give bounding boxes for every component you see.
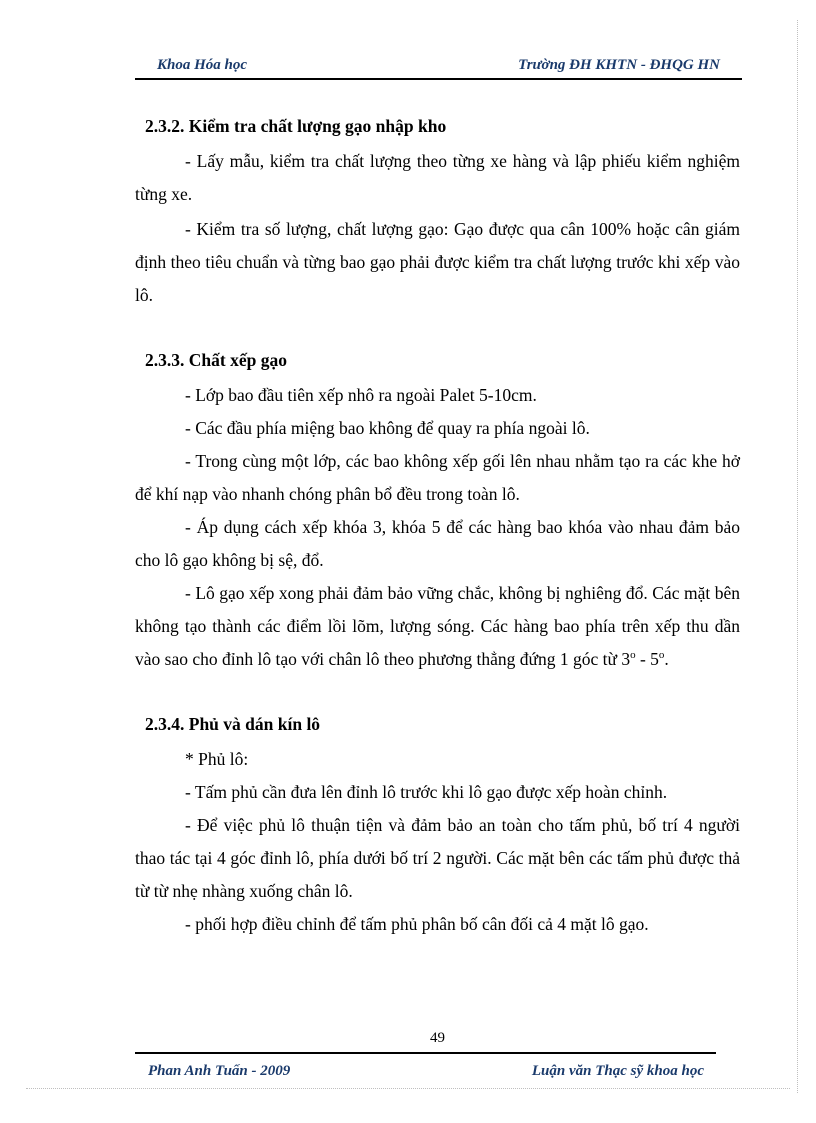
paragraph-text: . — [664, 649, 669, 669]
header-faculty: Khoa Hóa học — [157, 57, 248, 73]
page-header — [135, 56, 742, 80]
paragraph: - Để việc phủ lô thuận tiện và đảm bảo an toàn cho tấm phủ, bố trí 4 người thao tác tại 4 góc đỉnh lô, phía dưới bố trí 2 người. Các mặt bên các tấm phủ được thả từ từ nhẹ nhàng xuống chân lô. — [135, 815, 740, 901]
paragraph: * Phủ lô: — [185, 749, 249, 769]
paragraph-text: - Lô gạo xếp xong phải đảm bảo vững chắc, không bị nghiêng đổ. Các mặt bên không tạo thành các điểm lồi lõm, lượng sóng. Các hàng bao phía trên xếp thu dần vào sao cho đỉnh lô tạo với chân lô theo phương thẳng đứng 1 góc từ 3 — [135, 583, 740, 669]
paragraph-text: - 5 — [635, 649, 659, 669]
footer-thesis-title: Luận văn Thạc sỹ khoa học — [531, 1063, 704, 1079]
paragraph: - Các đầu phía miệng bao không để quay ra phía ngoài lô. — [185, 418, 590, 438]
spacer — [135, 676, 740, 708]
page-border-bottom — [26, 1088, 790, 1089]
paragraph: - Trong cùng một lớp, các bao không xếp gối lên nhau nhằm tạo ra các khe hở để khí nạp vào nhanh chóng phân bổ đều trong toàn lô. — [135, 451, 740, 504]
paragraph: - Lớp bao đầu tiên xếp nhô ra ngoài Palet 5-10cm. — [185, 385, 537, 405]
page-border-right — [797, 20, 798, 1093]
section-heading: 2.3.2. Kiểm tra chất lượng gạo nhập kho — [145, 116, 447, 136]
degree-symbol: o — [658, 649, 665, 662]
footer-rule — [135, 1052, 716, 1054]
section-heading: 2.3.3. Chất xếp gạo — [145, 350, 287, 370]
page-number: 49 — [430, 1030, 445, 1046]
footer-author: Phan Anh Tuấn - 2009 — [148, 1063, 291, 1079]
section-heading: 2.3.4. Phủ và dán kín lô — [145, 714, 321, 734]
degree-symbol: o — [630, 649, 636, 662]
paragraph: - Tấm phủ cần đưa lên đỉnh lô trước khi lô gạo được xếp hoàn chỉnh. — [185, 782, 668, 802]
header-university: Trường ĐH KHTN - ĐHQG HN — [518, 57, 720, 73]
spacer — [135, 312, 740, 344]
paragraph: - Lấy mẫu, kiểm tra chất lượng theo từng xe hàng và lập phiếu kiểm nghiệm từng xe. — [135, 151, 740, 204]
paragraph: - Áp dụng cách xếp khóa 3, khóa 5 để các hàng bao khóa vào nhau đảm bảo cho lô gạo không bị sệ, đổ. — [135, 517, 740, 570]
paragraph-with-degrees — [135, 577, 740, 676]
paragraph: - Kiểm tra số lượng, chất lượng gạo: Gạo được qua cân 100% hoặc cân giám định theo tiêu chuẩn và từng bao gạo phải được kiểm tra chất lượng trước khi xếp vào lô. — [135, 219, 740, 305]
paragraph: - phối hợp điều chỉnh để tấm phủ phân bố cân đối cả 4 mặt lô gạo. — [185, 914, 649, 934]
document-body — [135, 110, 740, 941]
